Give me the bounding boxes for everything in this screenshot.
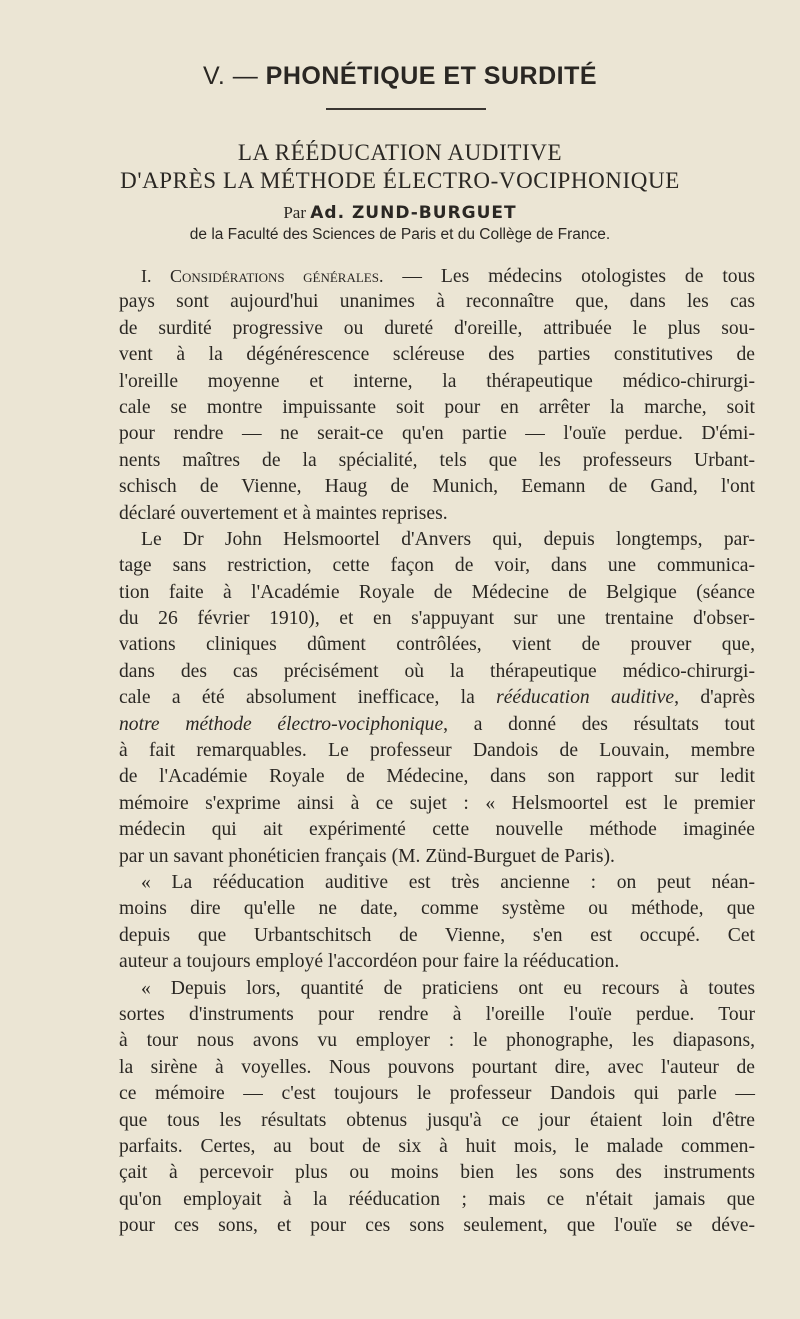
text-line: tion faite à l'Académie Royale de Médecine de Belgique (séance	[119, 581, 755, 603]
text-line: mémoire s'exprime ainsi à ce sujet : « Helsmoortel est le premier	[119, 792, 755, 814]
text-line: tage sans restriction, cette façon de voir, dans une communica-	[119, 555, 755, 577]
author-name: Ad. ZUND-BURGUET	[310, 203, 517, 223]
text-line: cale se montre impuissante soit pour en arrêter la marche, soit	[119, 396, 755, 418]
byline-prefix: Par	[283, 203, 311, 222]
section-title	[0, 62, 800, 91]
text-line: auteur a toujours employé l'accordéon pour faire la rééducation.	[119, 951, 620, 973]
section-title-text: PHONÉTIQUE ET SURDITÉ	[265, 62, 598, 90]
text-line: « Depuis lors, quantité de praticiens ont eu recours à toutes	[141, 977, 755, 999]
text-line: du 26 février 1910), et en s'appuyant sur une trentaine d'obser-	[119, 608, 755, 630]
text-line: médecin qui ait expérimenté cette nouvelle méthode imaginée	[119, 819, 755, 841]
text-span: — Les médecins otologistes de tous	[383, 266, 756, 287]
emphasis: rééducation auditive	[496, 687, 675, 709]
text-line: « La rééducation auditive est très ancienne : on peut néan-	[141, 871, 755, 893]
text-line: l'oreille moyenne et interne, la thérapeutique médico-chirurgi-	[119, 370, 755, 392]
text-line: dans des cas précisément où la thérapeutique médico-chirurgi-	[119, 660, 755, 682]
text-line: par un savant phonéticien français (M. Zünd-Burguet de Paris).	[119, 845, 615, 867]
text-span: , a donné des résultats tout	[443, 713, 755, 735]
article-title-line-1: LA RÉÉDUCATION AUDITIVE	[237, 140, 563, 165]
text-line	[119, 263, 755, 289]
article-title-line-2: D'APRÈS LA MÉTHODE ÉLECTRO-VOCIPHONIQUE	[120, 168, 680, 193]
text-line: pour ces sons, et pour ces sons seulement, que l'ouïe se déve-	[119, 1215, 755, 1237]
text-line: la sirène à voyelles. Nous pouvons pourtant dire, avec l'auteur de	[119, 1056, 755, 1078]
text-span: , d'après	[674, 687, 755, 709]
text-line: à fait remarquables. Le professeur Dandois de Louvain, membre	[119, 740, 755, 762]
text-line: çait à percevoir plus ou moins bien les sons des instruments	[119, 1162, 755, 1184]
text-line: à tour nous avons vu employer : le phonographe, les diapasons,	[119, 1030, 755, 1052]
text-line: de surdité progressive ou dureté d'oreille, attribuée le plus sou-	[119, 317, 755, 339]
article-body	[119, 263, 755, 1239]
text-line: de l'Académie Royale de Médecine, dans son rapport sur ledit	[119, 766, 755, 788]
section-heading: I. Considérations générales.	[141, 266, 384, 286]
text-line: ce mémoire — c'est toujours le professeur Dandois qui parle —	[119, 1083, 755, 1105]
text-line: vent à la dégénérescence scléreuse des parties constitutives de	[119, 344, 755, 366]
text-line: parfaits. Certes, au bout de six à huit mois, le malade commen-	[119, 1135, 755, 1157]
text-span: cale a été absolument inefficace, la	[119, 687, 497, 709]
byline	[0, 203, 800, 223]
text-line: sortes d'instruments pour rendre à l'oreille l'ouïe perdue. Tour	[119, 1003, 755, 1025]
text-line: déclaré ouvertement et à maintes reprises.	[119, 502, 448, 524]
text-line	[119, 712, 755, 738]
text-line: que tous les résultats obtenus jusqu'à ce jour étaient loin d'être	[119, 1109, 755, 1131]
author-affiliation: de la Faculté des Sciences de Paris et du Collège de France.	[189, 226, 611, 243]
text-line: pays sont aujourd'hui unanimes à reconnaître que, dans les cas	[119, 291, 755, 313]
emphasis: notre méthode électro-vociphonique	[119, 713, 444, 735]
section-number: V. —	[202, 62, 266, 90]
text-line	[119, 685, 755, 711]
text-line: pour rendre — ne serait-ce qu'en partie — l'ouïe perdue. D'émi-	[119, 423, 755, 445]
text-line: moins dire qu'elle ne date, comme système ou méthode, que	[119, 898, 755, 920]
text-line: vations cliniques dûment contrôlées, vient de prouver que,	[119, 634, 755, 656]
text-line: nents maîtres de la spécialité, tels que les professeurs Urbant-	[119, 449, 755, 471]
text-line: depuis que Urbantschitsch de Vienne, s'en est occupé. Cet	[119, 924, 755, 946]
title-divider	[326, 108, 486, 110]
text-line: schisch de Vienne, Haug de Munich, Eemann de Gand, l'ont	[119, 476, 755, 498]
text-line: qu'on employait à la rééducation ; mais ce n'était jamais que	[119, 1188, 755, 1210]
text-line: Le Dr John Helsmoortel d'Anvers qui, depuis longtemps, par-	[141, 528, 755, 550]
